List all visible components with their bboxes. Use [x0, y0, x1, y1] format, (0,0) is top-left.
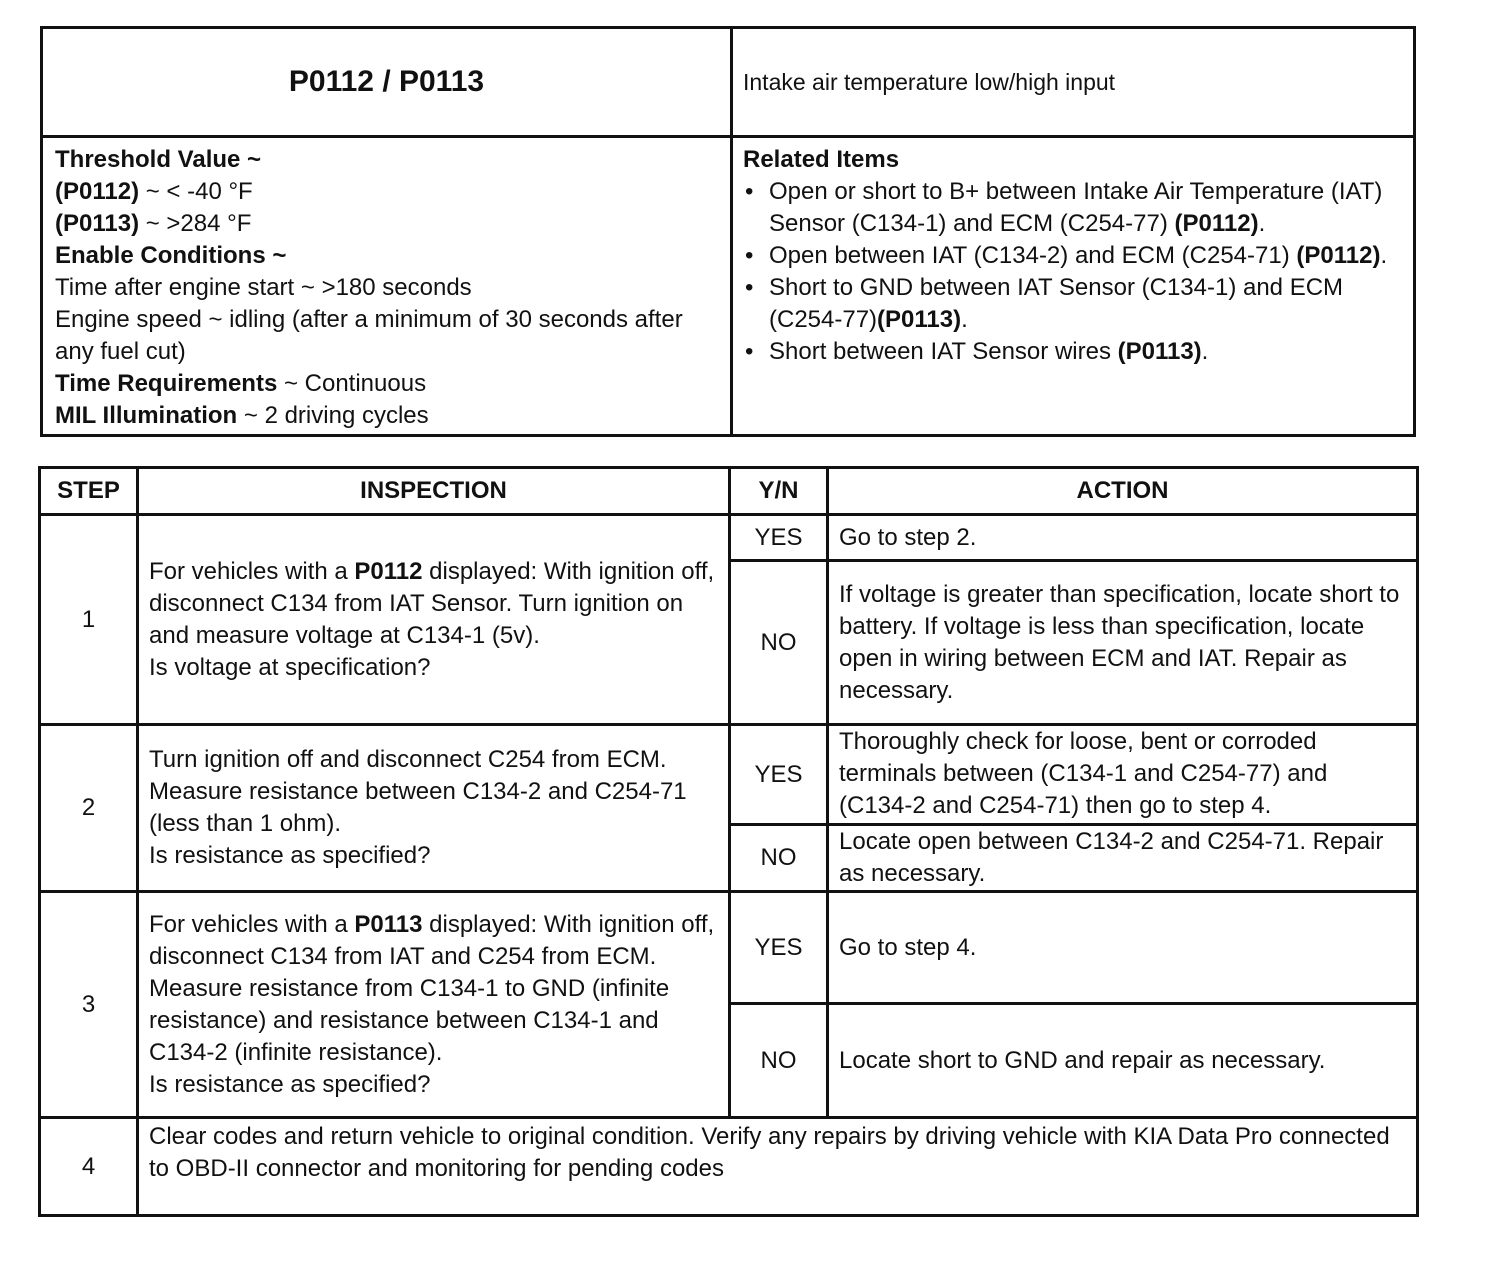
table-row — [40, 725, 1418, 825]
related-items-panel — [732, 137, 1415, 436]
action-yes: Go to step 2. — [828, 515, 1418, 561]
time-req-value: ~ Continuous — [277, 370, 427, 397]
related-item-tail: . — [961, 306, 968, 333]
inspection-question: Is resistance as specified? — [149, 1070, 431, 1098]
action-yes: Go to step 4. — [828, 892, 1418, 1004]
table-row — [40, 1118, 1418, 1216]
related-item — [743, 176, 1403, 240]
step-number: 3 — [40, 892, 138, 1118]
dtc-codes: P0112 / P0113 — [42, 28, 732, 137]
header-yn: Y/N — [730, 468, 828, 515]
inspection-code: P0112 — [354, 557, 423, 585]
step-number: 4 — [40, 1118, 138, 1216]
mil-value: ~ 2 driving cycles — [237, 402, 429, 429]
enable-label: Enable Conditions ~ — [55, 242, 287, 269]
mil-label: MIL Illumination — [55, 402, 238, 429]
related-item-tail: . — [1380, 242, 1388, 269]
enable-line: Time after engine start ~ >180 seconds — [55, 274, 472, 301]
inspection-pre: For vehicles with a — [149, 910, 355, 938]
inspection-question: Is resistance as specified? — [149, 842, 431, 869]
threshold-label: Threshold Value ~ — [55, 146, 262, 173]
related-item-code: (P0112) — [1174, 210, 1259, 237]
threshold-line — [55, 208, 718, 240]
related-item-tail: . — [1201, 338, 1209, 365]
time-req-label: Time Requirements — [55, 370, 278, 397]
yn-no: NO — [730, 561, 828, 725]
related-item — [743, 272, 1403, 336]
inspection-text — [138, 892, 730, 1118]
dtc-header-table — [40, 26, 1416, 437]
action-no: If voltage is greater than specification, locate short to battery. If voltage is less than specification, locate open in wiring between ECM and IAT. Repair as necessary. — [828, 561, 1418, 725]
inspection-question: Is voltage at specification? — [149, 653, 431, 681]
related-item — [743, 336, 1403, 368]
yn-no: NO — [730, 825, 828, 892]
related-label: Related Items — [743, 146, 900, 173]
dtc-description: Intake air temperature low/high input — [732, 28, 1415, 137]
mil-illumination — [55, 400, 718, 432]
header-action: ACTION — [828, 468, 1418, 515]
related-item-text: Short to GND between IAT Sensor (C134-1) and ECM (C254-77) — [769, 274, 1344, 333]
action-no: Locate short to GND and repair as necessary. — [828, 1004, 1418, 1118]
action-no: Locate open between C134-2 and C254-71. Repair as necessary. — [828, 825, 1418, 892]
inspection-body: Turn ignition off and disconnect C254 from ECM. Measure resistance between C134-2 and C254-71 (less than 1 ohm). — [149, 746, 687, 837]
yn-yes: YES — [730, 892, 828, 1004]
table-row — [40, 515, 1418, 561]
related-item-code: (P0113) — [1117, 338, 1202, 365]
yn-no: NO — [730, 1004, 828, 1118]
related-item-text: Short between IAT Sensor wires — [769, 338, 1118, 365]
threshold-code: (P0112) — [55, 178, 140, 205]
step-number: 1 — [40, 515, 138, 725]
step-number: 2 — [40, 725, 138, 892]
inspection-pre: For vehicles with a — [149, 557, 355, 585]
related-item-tail: . — [1258, 210, 1266, 237]
threshold-code: (P0113) — [55, 210, 140, 237]
header-inspection: INSPECTION — [138, 468, 730, 515]
threshold-value: ~ >284 °F — [139, 210, 252, 237]
header-step: STEP — [40, 468, 138, 515]
yn-yes: YES — [730, 515, 828, 561]
time-requirements — [55, 368, 718, 400]
threshold-line — [55, 176, 718, 208]
conditions-panel — [42, 137, 732, 436]
inspection-post: displayed: With ignition off, disconnect C134 from IAT and C254 from ECM. Measure resistance from C134-1 to GND (infinite resistance) and resistance between C134-1 and C134-2 (infinite resistance). — [149, 910, 715, 1066]
table-header-row — [40, 468, 1418, 515]
related-item-text: Open between IAT (C134-2) and ECM (C254-71) — [769, 242, 1297, 269]
inspection-post: displayed: With ignition off, disconnect C134 from IAT Sensor. Turn ignition on and measure voltage at C134-1 (5v). — [149, 557, 715, 649]
table-row — [40, 892, 1418, 1004]
related-item — [743, 240, 1403, 272]
inspection-code: P0113 — [354, 910, 423, 938]
related-item-code: (P0113) — [877, 306, 962, 333]
threshold-value: ~ < -40 °F — [139, 178, 253, 205]
yn-yes: YES — [730, 725, 828, 825]
inspection-text — [138, 515, 730, 725]
enable-line: Engine speed ~ idling (after a minimum of 30 seconds after any fuel cut) — [55, 306, 683, 365]
action-yes: Thoroughly check for loose, bent or corroded terminals between (C134-1 and C254-77) and (C134-2 and C254-71) then go to step 4. — [828, 725, 1418, 825]
related-item-code: (P0112) — [1296, 242, 1381, 269]
related-item-text: Open or short to B+ between Intake Air Temperature (IAT) Sensor (C134-1) and ECM (C254-77) — [769, 178, 1383, 237]
inspection-text — [138, 725, 730, 892]
final-step-text: Clear codes and return vehicle to original condition. Verify any repairs by driving vehicle with KIA Data Pro connected to OBD-II connector and monitoring for pending codes — [138, 1118, 1418, 1216]
diagnostic-procedure-table — [38, 466, 1419, 1217]
